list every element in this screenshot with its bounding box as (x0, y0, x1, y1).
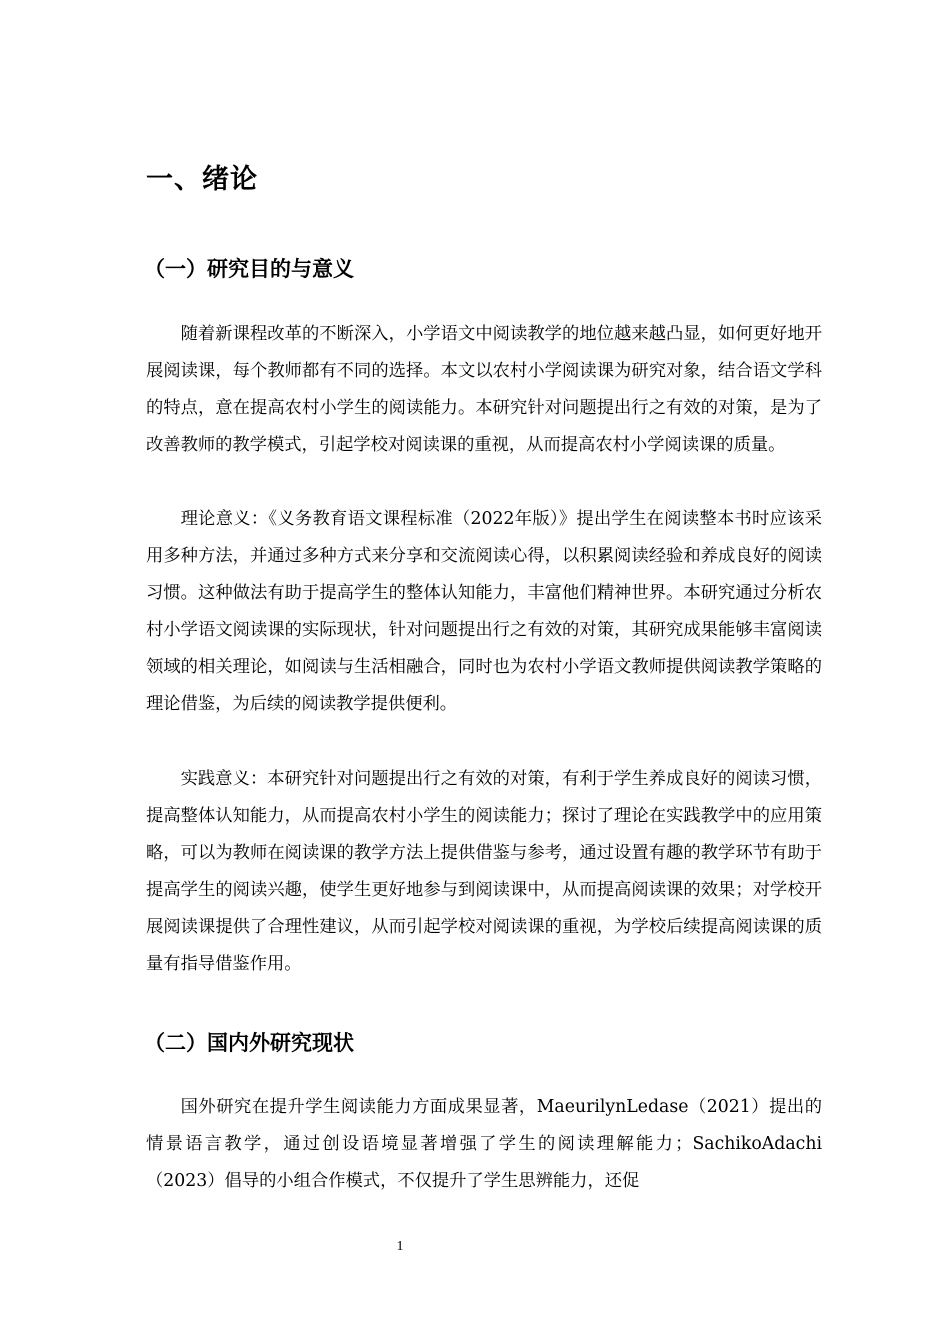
page-number: 1 (396, 1239, 404, 1254)
paragraph-foreign-research: 国外研究在提升学生阅读能力方面成果显著，MaeurilynLedase（2021）提出的情景语言教学，通过创设语境显著增强了学生的阅读理解能力；SachikoAdachi（2023）倡导的小组合作模式，不仅提升了学生思辨能力，还促 (146, 1097, 822, 1192)
paragraph-intro: 随着新课程改革的不断深入，小学语文中阅读教学的地位越来越凸显，如何更好地开展阅读课，每个教师都有不同的选择。本文以农村小学阅读课为研究对象，结合语文学科的特点，意在提高农村小学生的阅读能力。本研究针对问题提出行之有效的对策，是为了改善教师的教学模式，引起学校对阅读课的重视，从而提高农村小学阅读课的质量。 (146, 324, 822, 456)
section-heading-research-purpose: （一）研究目的与意义 (144, 257, 354, 281)
section-heading-research-status: （二）国内外研究现状 (144, 1031, 354, 1055)
chapter-heading: 一、绪论 (146, 164, 258, 195)
paragraph-practical-significance: 实践意义：本研究针对问题提出行之有效的对策，有利于学生养成良好的阅读习惯，提高整体认知能力，从而提高农村小学生的阅读能力；探讨了理论在实践教学中的应用策略，可以为教师在阅读课的教学方法上提供借鉴与参考，通过设置有趣的教学环节有助于提高学生的阅读兴趣，使学生更好地参与到阅读课中，从而提高阅读课的效果；对学校开展阅读课提供了合理性建议，从而引起学校对阅读课的重视，为学校后续提高阅读课的质量有指导借鉴作用。 (146, 769, 822, 975)
paragraph-theoretical-significance: 理论意义：《义务教育语文课程标准（2022年版）》提出学生在阅读整本书时应该采用多种方法，并通过多种方式来分享和交流阅读心得，以积累阅读经验和养成良好的阅读习惯。这种做法有助于提高学生的整体认知能力，丰富他们精神世界。本研究通过分析农村小学语文阅读课的实际现状，针对问题提出行之有效的对策，其研究成果能够丰富阅读领域的相关理论，如阅读与生活相融合，同时也为农村小学语文教师提供阅读教学策略的理论借鉴，为后续的阅读教学提供便利。 (146, 509, 822, 715)
